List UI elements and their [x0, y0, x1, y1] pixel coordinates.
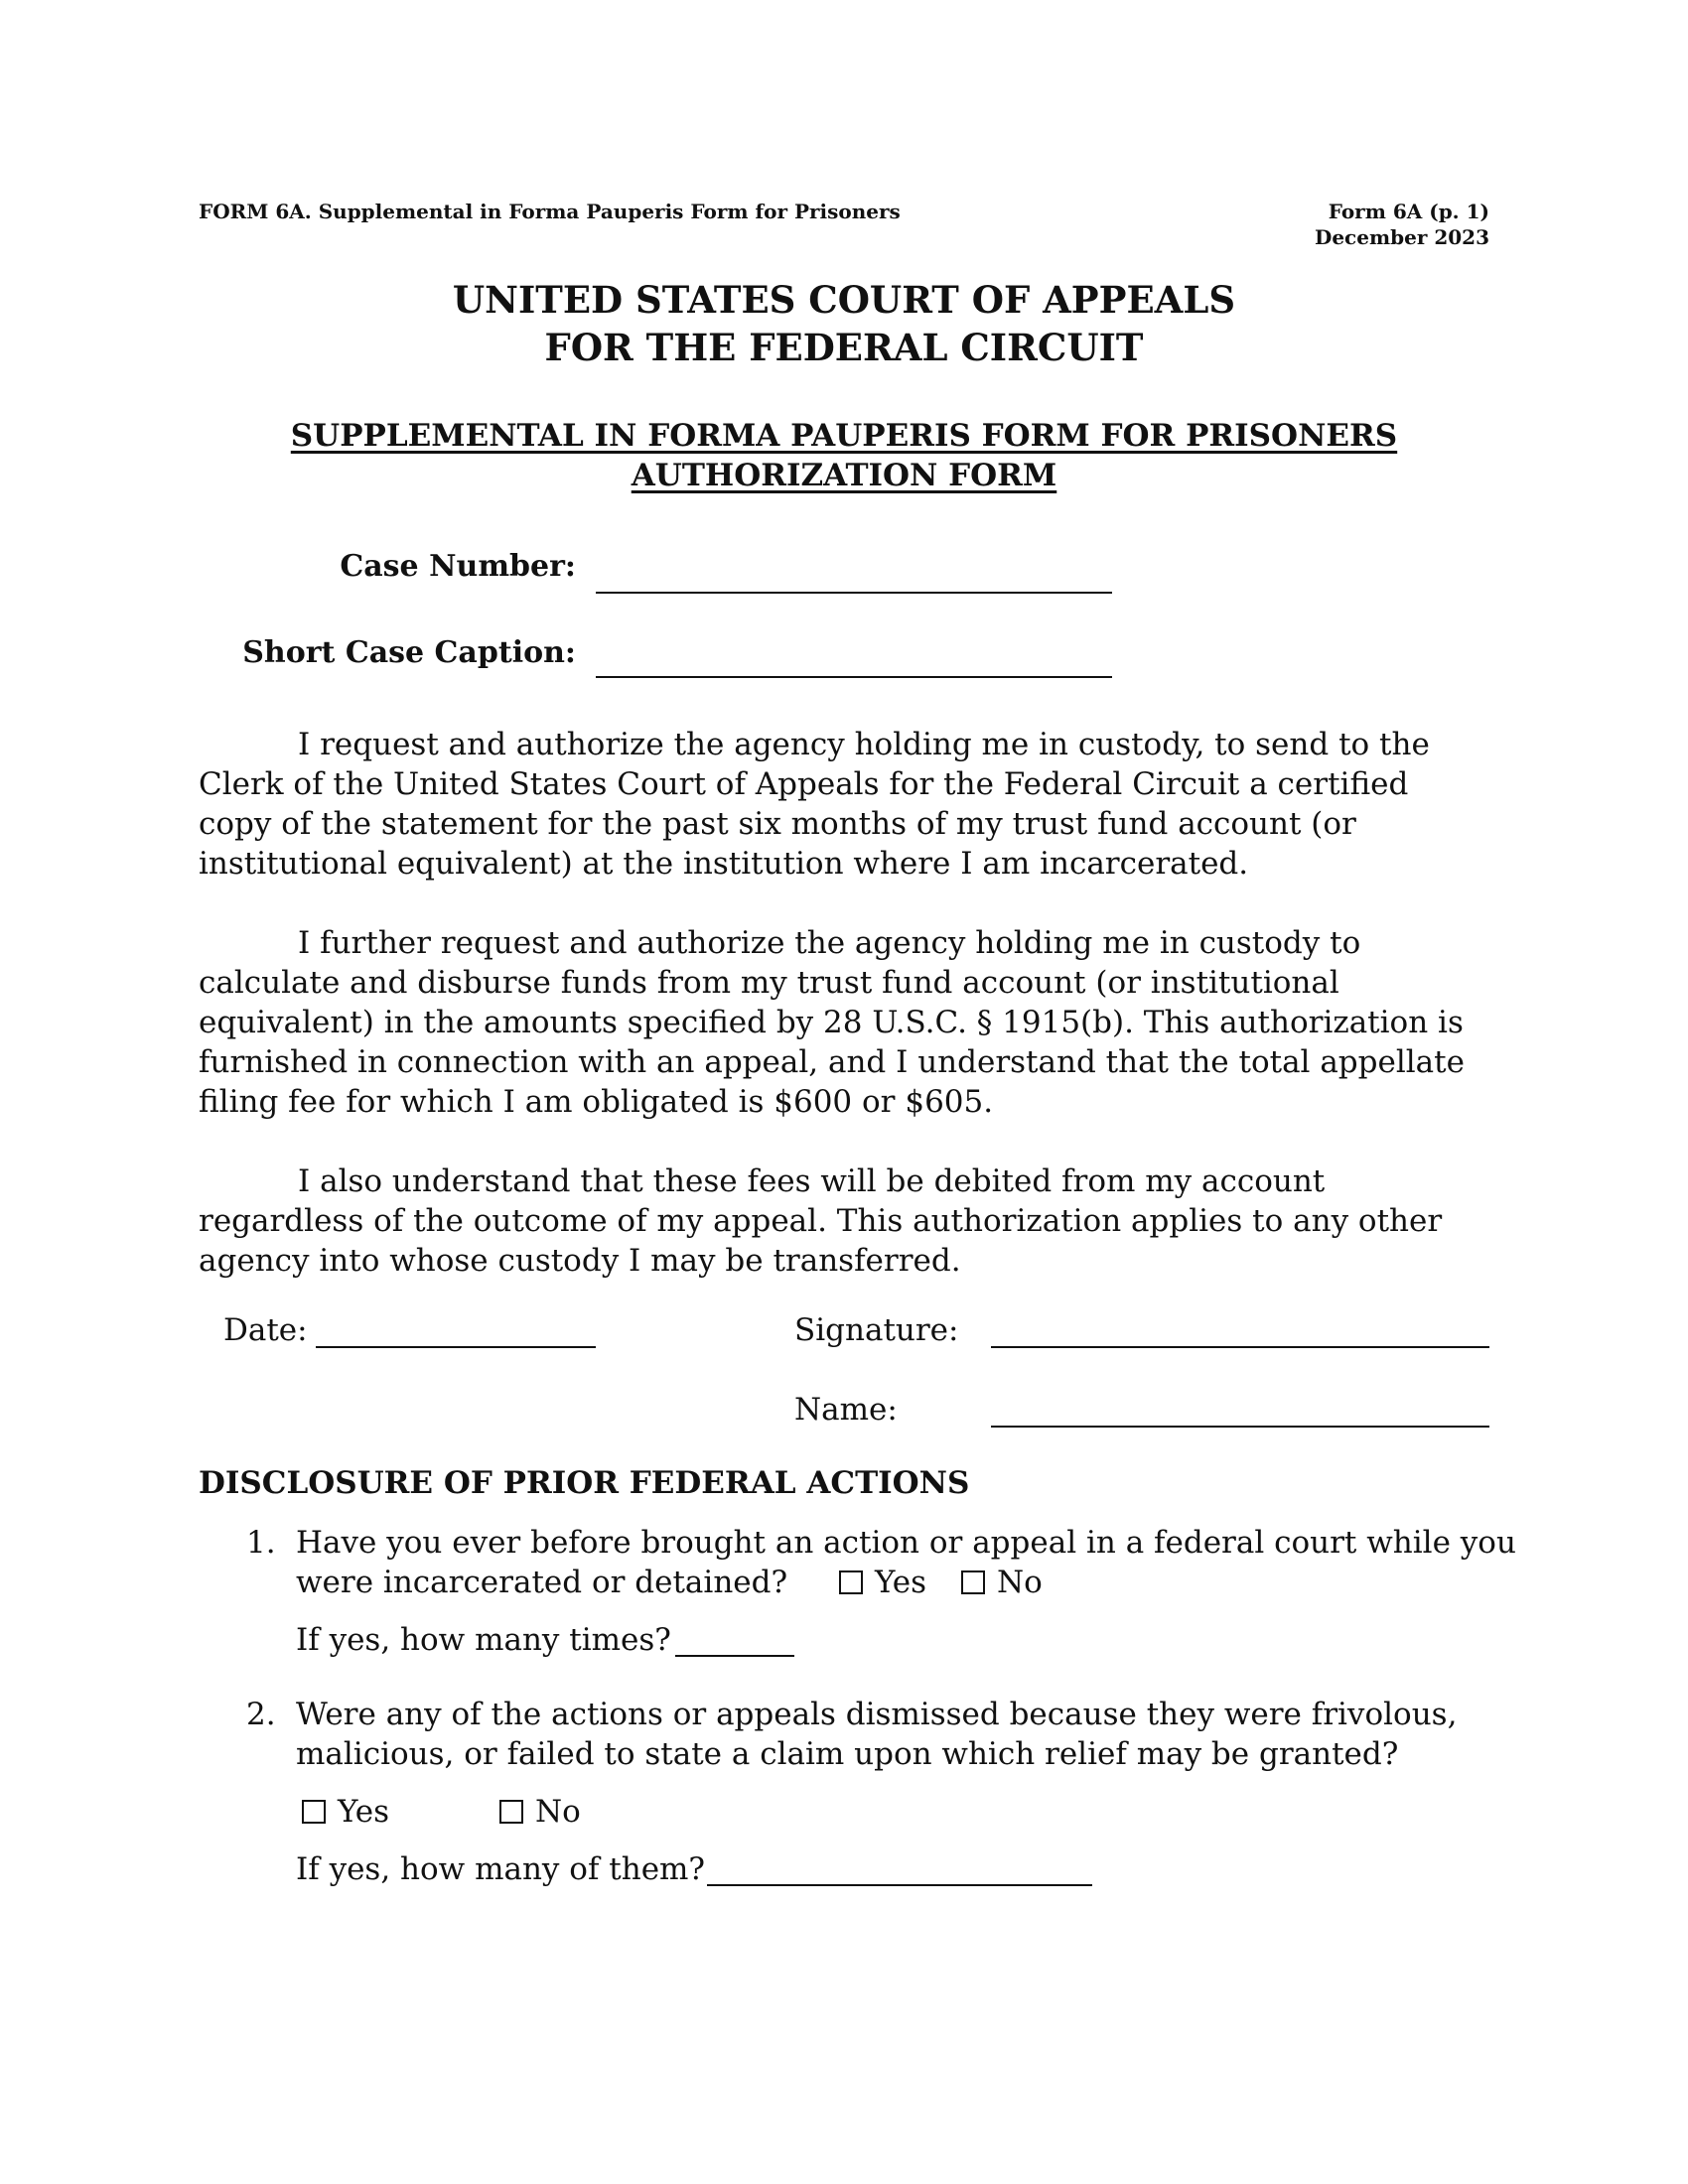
case-number-field[interactable]	[596, 592, 1112, 594]
authorization-paragraph-1: I request and authorize the agency holding me in custody, to send to the Clerk of the United States Court of Appeals for the Federal Circuit a certified copy of the statement for the past six months of my trust fund account (or institutional equivalent) at the institution where I am incarcerated.	[199, 727, 1430, 882]
question-2-number: 2.	[246, 1697, 276, 1732]
date-field[interactable]	[316, 1346, 596, 1348]
authorization-paragraph-3: I also understand that these fees will be debited from my account regardless of the outcome of my appeal. This authorization applies to any other agency into whose custody I may be transferred.	[199, 1163, 1443, 1279]
question-2-yes-option[interactable]	[302, 1792, 389, 1832]
form-page-number: Form 6A (p. 1)	[1328, 200, 1489, 223]
question-2-yes-checkbox[interactable]	[302, 1800, 326, 1824]
question-1-text-line2: were incarcerated or detained?	[296, 1565, 788, 1600]
short-case-caption-label: Short Case Caption:	[242, 635, 576, 670]
name-label: Name:	[794, 1392, 898, 1428]
date-label: Date:	[223, 1312, 308, 1348]
question-1-text-line1: Have you ever before brought an action or appeal in a federal court while you	[296, 1525, 1516, 1561]
question-2-count-field[interactable]	[707, 1884, 1092, 1886]
form-title-header: FORM 6A. Supplemental in Forma Pauperis Form for Prisoners	[199, 200, 901, 223]
question-2-no-checkbox[interactable]	[499, 1800, 523, 1824]
question-1-number: 1.	[246, 1525, 276, 1561]
question-1-no-checkbox[interactable]	[961, 1570, 985, 1594]
question-2-followup-label: If yes, how many of them?	[296, 1851, 706, 1887]
question-2-no-label: No	[535, 1794, 581, 1830]
disclosure-heading: DISCLOSURE OF PRIOR FEDERAL ACTIONS	[199, 1465, 970, 1501]
signature-field[interactable]	[991, 1346, 1489, 1348]
question-2-no-option[interactable]	[499, 1792, 581, 1832]
form-subtitle-line2: AUTHORIZATION FORM	[631, 458, 1057, 493]
question-1-followup-label: If yes, how many times?	[296, 1622, 671, 1658]
court-name-line2: FOR THE FEDERAL CIRCUIT	[544, 326, 1144, 369]
form-page-header	[1315, 199, 1489, 250]
form-subtitle-line1: SUPPLEMENTAL IN FORMA PAUPERIS FORM FOR PRISONERS	[290, 418, 1398, 454]
form-revision-date: December 2023	[1314, 225, 1489, 249]
question-1-count-field[interactable]	[675, 1655, 794, 1657]
case-number-label: Case Number:	[340, 549, 576, 584]
court-name-line1: UNITED STATES COURT OF APPEALS	[452, 278, 1236, 322]
question-2-yes-label: Yes	[338, 1794, 390, 1830]
question-1-no-option[interactable]	[961, 1563, 1043, 1602]
question-2-text-line1: Were any of the actions or appeals dismissed because they were frivolous,	[296, 1697, 1458, 1732]
question-2-text-line2: malicious, or failed to state a claim upon which relief may be granted?	[296, 1736, 1399, 1772]
question-1-no-label: No	[997, 1565, 1043, 1600]
question-1-yes-checkbox[interactable]	[839, 1570, 863, 1594]
short-case-caption-field[interactable]	[596, 676, 1112, 678]
signature-label: Signature:	[794, 1312, 959, 1348]
authorization-paragraph-2: I further request and authorize the agency holding me in custody to calculate and disburse funds from my trust fund account (or institutional equivalent) in the amounts specified by 28 U.S.C. § 1915(b). This authorization is furnished in connection with an appeal, and I understand that the total appellate filing fee for which I am obligated is $600 or $605.	[199, 925, 1465, 1120]
question-1-yes-option[interactable]	[839, 1563, 926, 1602]
question-1-yes-label: Yes	[875, 1565, 927, 1600]
name-field[interactable]	[991, 1426, 1489, 1428]
